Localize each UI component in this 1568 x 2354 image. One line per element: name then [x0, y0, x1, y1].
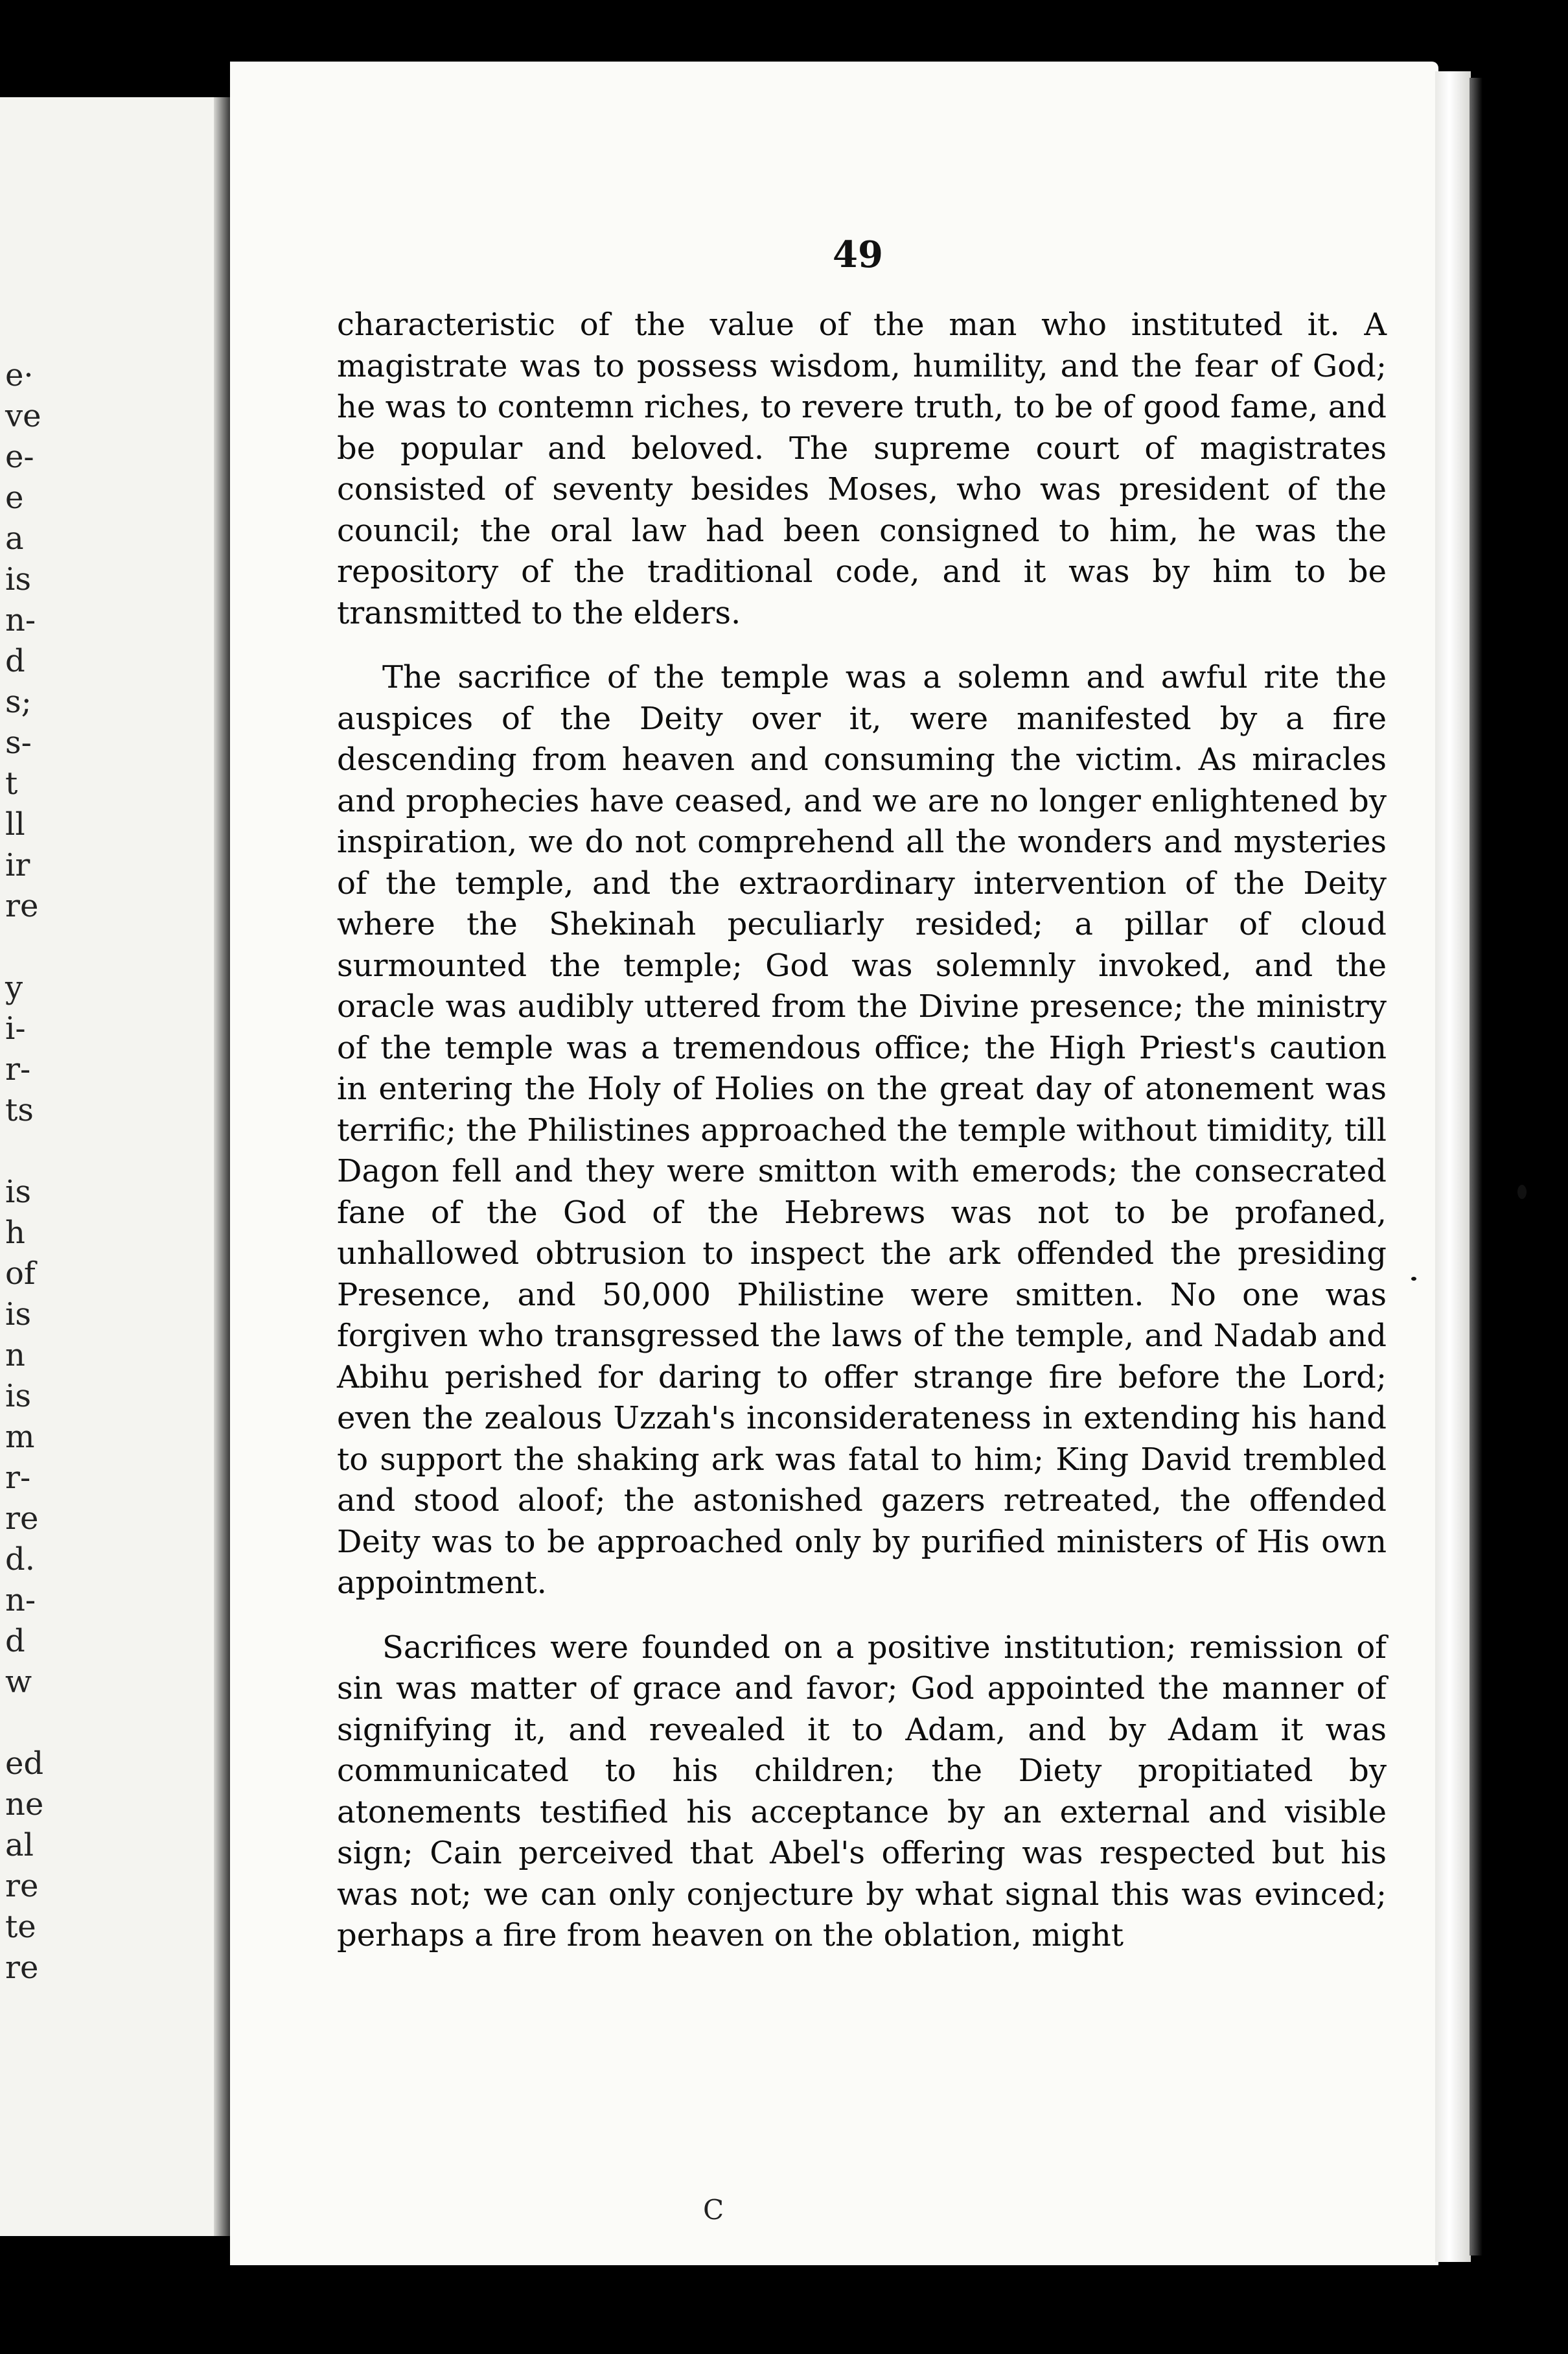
- left-page-line-fragment: n-: [5, 602, 36, 638]
- left-page-line-fragment: ir: [5, 847, 30, 883]
- signature-mark: C: [703, 2194, 724, 2226]
- left-page-line-fragment: al: [5, 1827, 34, 1863]
- page-body-text: [337, 305, 1387, 1957]
- left-page-line-fragment: ne: [5, 1786, 44, 1823]
- left-page-line-fragment: te: [5, 1909, 36, 1945]
- page-edge-stack: [1435, 71, 1471, 2262]
- left-page-line-fragment: is: [5, 1378, 31, 1414]
- left-page-line-fragment: ve: [5, 398, 41, 434]
- left-page-line-fragment: re: [5, 1950, 39, 1986]
- left-page-line-fragment: s-: [5, 725, 32, 761]
- left-page-line-fragment: d: [5, 1623, 25, 1659]
- ink-speck: [1411, 1277, 1416, 1281]
- left-page-line-fragment: re: [5, 1868, 39, 1904]
- left-page-line-fragment: d: [5, 643, 25, 679]
- left-page-line-fragment: re: [5, 1500, 39, 1537]
- left-page-line-fragment: r-: [5, 1051, 31, 1088]
- left-page-line-fragment: e: [5, 480, 24, 516]
- left-page-line-fragment: n: [5, 1337, 25, 1373]
- paragraph-2: The sacrifice of the temple was a solemn and awful rite the auspices of the Deity over it, were manifested by a fire descending from heaven and consuming the victim. As miracles and prophecies have ceased, and we are no longer enlightened by inspiration, we do not comprehend all the wonders and mysteries of the temple, and the extraordinary intervention of the Deity where the Shekinah peculiarly resided; a pillar of cloud surmounted the temple; God was solemnly invoked, and the oracle was audibly uttered from the Divine presence; the ministry of the temple was a tremendous office; the High Priest's caution in entering the Holy of Holies on the great day of atonement was terrific; the Philistines approached the temple without timidity, till Dagon fell and they were smitton with emerods; the consecrated fane of the God of the Hebrews was not to be profaned, unhallowed obtrusion to inspect the ark offended the presiding Presence, and 50,000 Philistine were smitten. No one was forgiven who transgressed the laws of the temple, and Nadab and Abihu perished for daring to offer strange fire before the Lord; even the zealous Uzzah's inconsiderateness in extending his hand to support the shaking ark was fatal to him; King David trembled and stood aloof; the astonished gazers retreated, the offended Deity was to be approached only by purified ministers of His own appointment.: [337, 659, 1387, 1601]
- left-page-line-fragment: ed: [5, 1745, 44, 1782]
- left-page-line-fragment: is: [5, 561, 31, 598]
- left-page-line-fragment: e-: [5, 439, 34, 475]
- left-page-line-fragment: s;: [5, 684, 32, 720]
- left-page-line-fragment: ll: [5, 806, 25, 843]
- left-page-line-fragment: is: [5, 1174, 31, 1210]
- page-edge-shadow: [1470, 78, 1482, 2255]
- left-page-line-fragment: of: [5, 1255, 36, 1292]
- left-page-line-fragment: r-: [5, 1460, 31, 1496]
- left-page-line-fragment: t: [5, 765, 18, 802]
- left-page-line-fragment: a: [5, 520, 24, 557]
- left-page-line-fragment: re: [5, 888, 39, 924]
- ink-speck: [1517, 1185, 1527, 1199]
- left-page-line-fragment: w: [5, 1664, 32, 1700]
- left-page-line-fragment: is: [5, 1296, 31, 1333]
- left-page-line-fragment: i-: [5, 1010, 26, 1047]
- left-page-line-fragment: m: [5, 1419, 35, 1455]
- left-page-line-fragment: y: [5, 970, 23, 1006]
- left-page-line-fragment: e·: [5, 357, 34, 393]
- left-page-line-fragment: ts: [5, 1092, 34, 1128]
- left-page-line-fragment: h: [5, 1215, 25, 1251]
- left-page-line-fragment: n-: [5, 1582, 36, 1618]
- page-number: 49: [833, 233, 883, 276]
- left-facing-page: [0, 97, 217, 2236]
- paragraph-3: Sacrifices were founded on a positive institution; remission of sin was matter of grace and favor; God appointed the manner of signifying it, and revealed it to Adam, and by Adam it was communicated to his children; the Diety propitiated by atonements testified his acceptance by an external and visible sign; Cain perceived that Abel's offering was respected but his was not; we can only conjecture by what signal this was evinced; perhaps a fire from heaven on the oblation, might: [337, 1629, 1387, 1953]
- paragraph-1: characteristic of the value of the man who instituted it. A magistrate was to possess wisdom, humility, and the fear of God; he was to contemn riches, to revere truth, to be of good fame, and be popular and beloved. The supreme court of magistrates consisted of seventy besides Moses, who was president of the council; the oral law had been consigned to him, he was the repository of the traditional code, and it was by him to be transmitted to the elders.: [337, 307, 1387, 631]
- left-page-line-fragment: d.: [5, 1541, 35, 1578]
